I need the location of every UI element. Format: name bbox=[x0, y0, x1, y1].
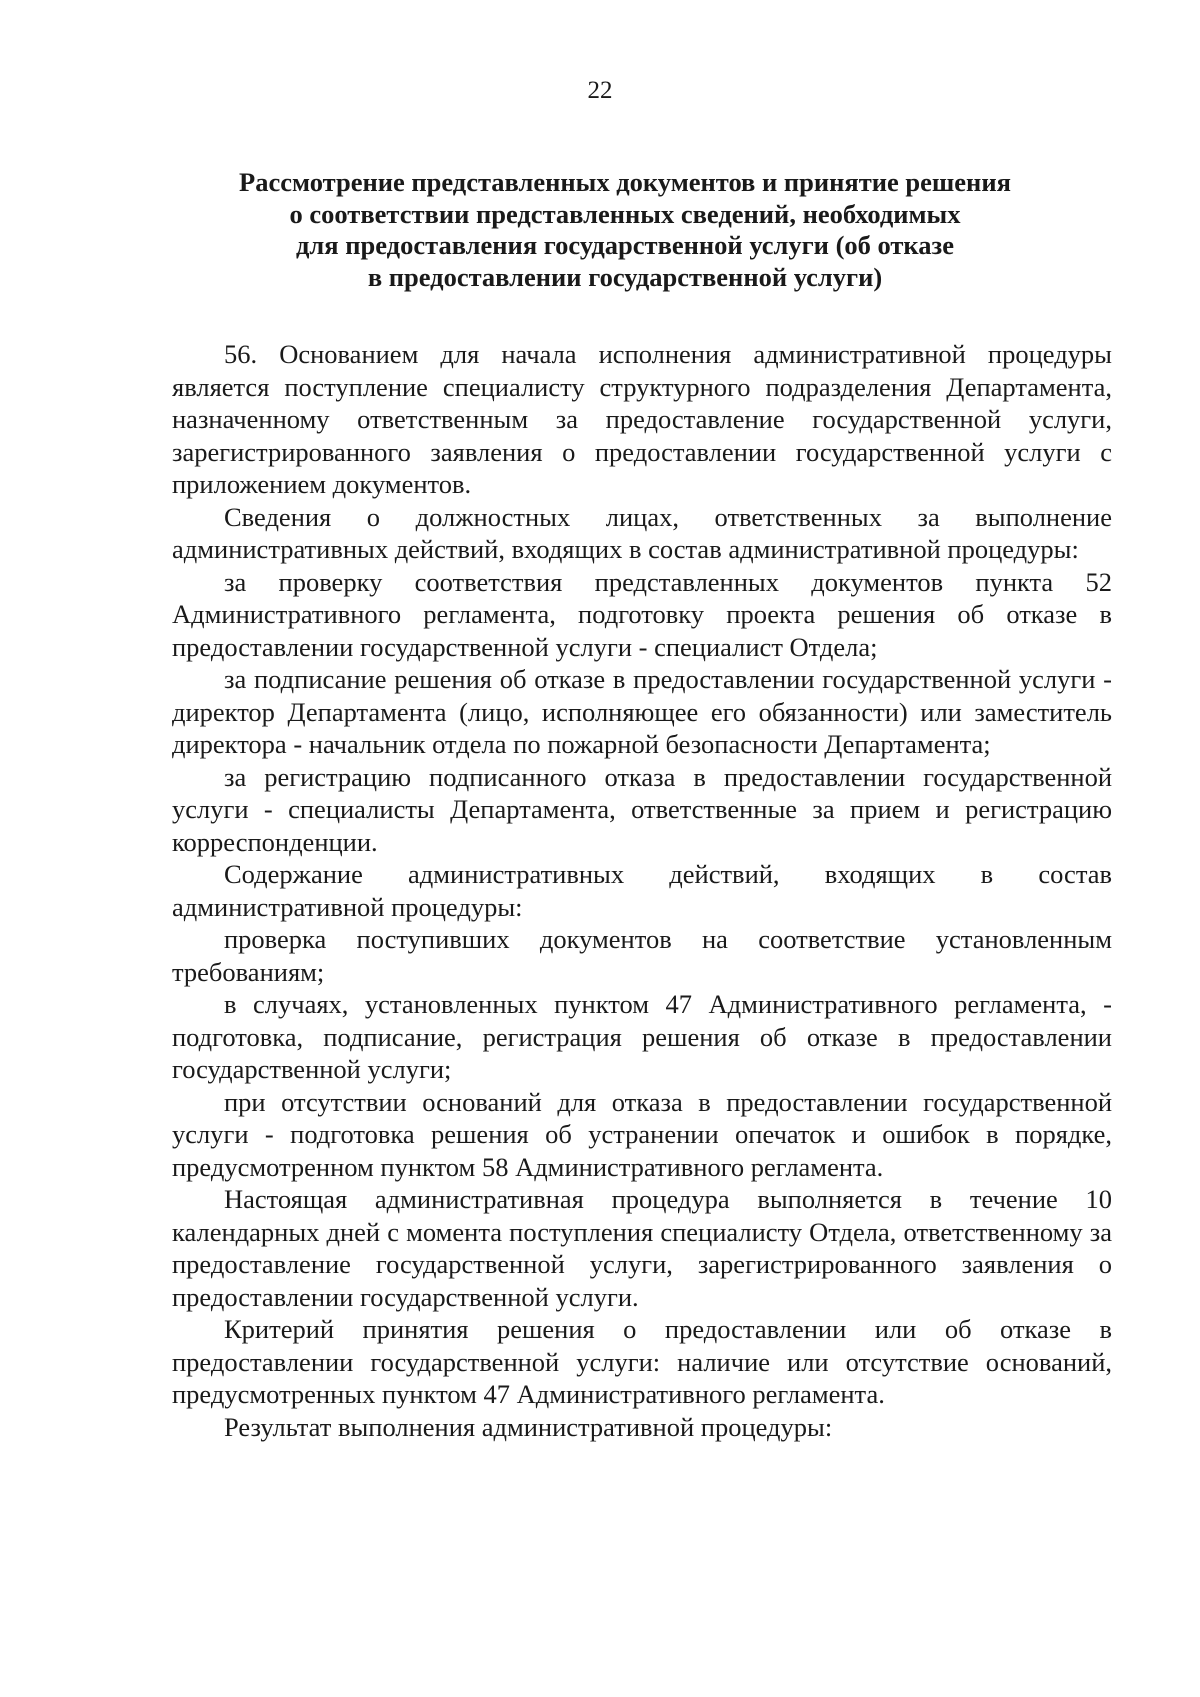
paragraph-registration-duty: за регистрацию подписанного отказа в предоставлении государственной услуги - специалисты Департамента, ответственные за прием и регистрацию корреспонденции. bbox=[172, 761, 1112, 857]
paragraph-document-check: проверка поступивших документов на соответствие установленным требованиям; bbox=[172, 924, 1112, 987]
paragraph-procedure-result: Результат выполнения административной процедуры: bbox=[224, 1411, 833, 1442]
paragraph-decision-criterion: Критерий принятия решения о предоставлении или об отказе в предоставлении государственной услуги: наличие или отсутствие оснований, предусмотренных пунктом 47 Административного регламента. bbox=[172, 1314, 1112, 1409]
paragraph-time-limit: Настоящая административная процедура выполняется в течение 10 календарных дней с момента поступления специалисту Отдела, ответственному за предоставление государственной услуги, зарегистрированного заявления о предоставлении государственной услуги. bbox=[172, 1184, 1112, 1312]
paragraph-error-correction: при отсутствии оснований для отказа в предоставлении государственной услуги - подготовка решения об устранении опечаток и ошибок в порядке, предусмотренном пунктом 58 Административного регламента. bbox=[172, 1086, 1112, 1182]
heading-line: для предоставления государственной услуги (об отказе bbox=[296, 230, 954, 260]
heading-line: в предоставлении государственной услуги) bbox=[367, 261, 883, 292]
paragraph-actions-content: Содержание административных действий, входящих в состав административной процедуры: bbox=[172, 859, 1112, 922]
page-number: 22 bbox=[587, 77, 613, 104]
paragraph-verification-duty: за проверку соответствия представленных документов пункта 52 Административного регламента, подготовку проекта решения об отказе в предоставлении государственной услуги - специалист Отдела; bbox=[172, 566, 1112, 662]
heading-line: Рассмотрение представленных документов и принятие решения bbox=[239, 167, 1011, 197]
paragraph-responsible-officials: Сведения о должностных лицах, ответственных за выполнение административных действий, входящих в состав административной процедуры: bbox=[172, 501, 1112, 564]
section-heading bbox=[175, 167, 1075, 293]
body-text bbox=[172, 338, 1112, 1443]
paragraph-signing-duty: за подписание решения об отказе в предоставлении государственной услуги - директор Департамента (лицо, исполняющее его обязанности) или заместитель директора - начальник отдела по пожарной безопасности Департамента; bbox=[172, 664, 1112, 759]
paragraph-refusal-preparation: в случаях, установленных пунктом 47 Административного регламента, - подготовка, подписание, регистрация решения об отказе в предоставлении государственной услуги; bbox=[172, 989, 1112, 1084]
paragraph-56-basis: 56. Основанием для начала исполнения административной процедуры является поступление специалисту структурного подразделения Департамента, назначенному ответственным за предоставление государственной услуги, зарегистрированного заявления о предоставлении государственной услуги с приложением документов. bbox=[172, 339, 1112, 499]
heading-line: о соответствии представленных сведений, необходимых bbox=[289, 198, 961, 229]
